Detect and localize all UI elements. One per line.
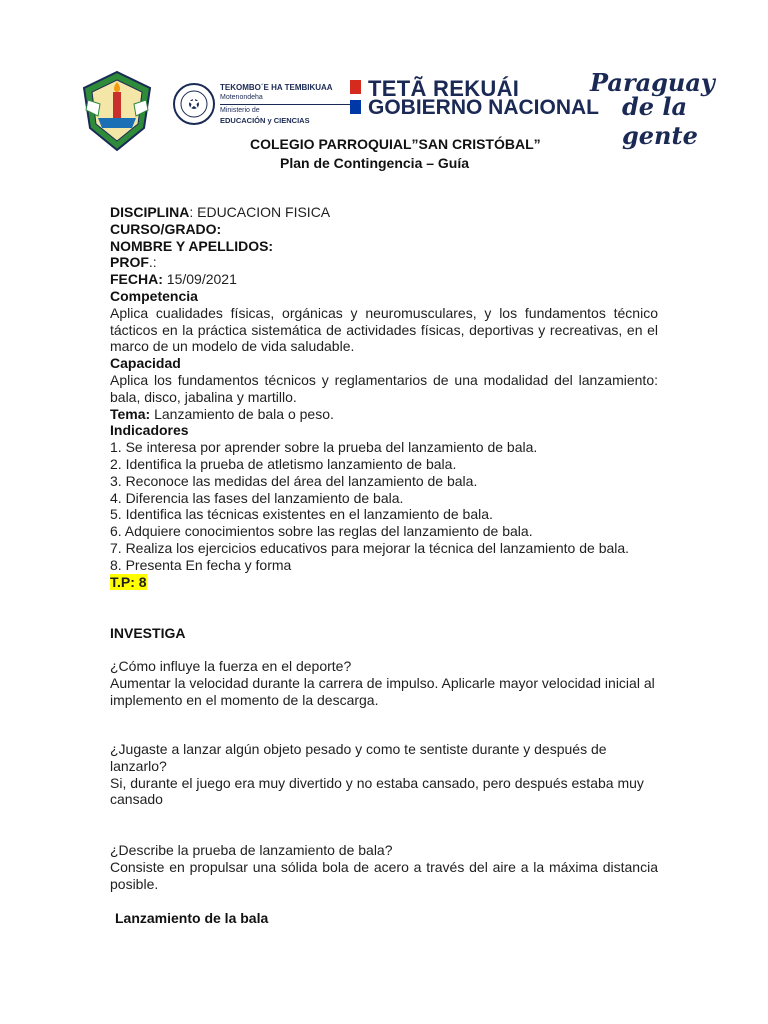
competencia-heading: Competencia: [110, 287, 198, 304]
tema-value: Lanzamiento de bala o peso.: [150, 405, 334, 422]
gov-logo-line2: GOBIERNO NACIONAL: [368, 96, 599, 119]
indicador-item: 2. Identifica la prueba de atletismo lanzamiento de bala.: [110, 455, 457, 472]
question-1: ¿Cómo influye la fuerza en el deporte?: [110, 658, 352, 674]
answer-1: Aumentar la velocidad durante la carrera de impulso. Aplicarle mayor velocidad inicial al implemento en el momento de la descarga.: [110, 674, 655, 708]
disciplina-value: : EDUCACION FISICA: [189, 204, 331, 220]
investiga-heading: INVESTIGA: [110, 625, 186, 641]
document-subtitle: Plan de Contingencia – Guía: [280, 155, 470, 171]
fecha-value: 15/09/2021: [162, 271, 237, 288]
q2-block: [110, 741, 658, 808]
indicador-item: 8. Presenta En fecha y forma: [110, 556, 292, 573]
tp-highlight: T.P: 8: [110, 573, 147, 590]
indicador-item: 5. Identifica las técnicas existentes en el lanzamiento de bala.: [110, 506, 493, 523]
final-heading: Lanzamiento de la bala: [115, 910, 269, 926]
mec-line1: TEKOMBO´E HA TEMBIKUAA: [220, 83, 333, 92]
school-crest-logo: [78, 70, 156, 152]
field-prof: [110, 254, 658, 271]
indicador-item: 1. Se interesa por aprender sobre la prueba del lanzamiento de bala.: [110, 439, 538, 456]
mec-line3: EDUCACIÓN y CIENCIAS: [220, 116, 310, 125]
mec-seal-logo: [172, 82, 216, 126]
tema-line: [110, 406, 658, 423]
document-title: COLEGIO PARROQUIAL”SAN CRISTÓBAL”: [250, 136, 541, 152]
indicador-item: 7. Realiza los ejercicios educativos para mejorar la técnica del lanzamiento de bala.: [110, 539, 630, 556]
question-3: ¿Describe la prueba de lanzamiento de bala?: [110, 842, 393, 858]
flag-blue-block: [350, 100, 361, 114]
flag-red-block: [350, 80, 361, 94]
slogan-line2: de la gente: [622, 92, 698, 150]
q1-block: [110, 658, 658, 708]
field-nombre: NOMBRE Y APELLIDOS:: [110, 237, 274, 254]
mec-line1b: Motenondeha: [220, 94, 263, 101]
mec-line2: Ministerio de: [220, 104, 350, 116]
field-curso: CURSO/GRADO:: [110, 220, 222, 237]
indicador-item: 6. Adquiere conocimientos sobre las reglas del lanzamiento de bala.: [110, 523, 533, 540]
capacidad-text: Aplica los fundamentos técnicos y reglamentarios de una modalidad del lanzamiento: bala, disco, jabalina y martillo.: [110, 371, 658, 405]
competencia-text: Aplica cualidades físicas, orgánicas y neuromusculares, y los fundamentos técnico tácticos en la práctica sistemática de actividades físicas, deportivas y recreativas, en el marco de un modelo de vida saludable.: [110, 304, 658, 355]
q3-block: [110, 842, 658, 892]
question-2: ¿Jugaste a lanzar algún objeto pesado y como te sentiste durante y después de lanzarlo?: [110, 741, 607, 774]
indicador-item: 3. Reconoce las medidas del área del lanzamiento de bala.: [110, 472, 478, 489]
prof-label: PROF: [110, 254, 149, 271]
slogan-line1: Paraguay: [590, 68, 715, 97]
fields-block: [110, 204, 658, 590]
fecha-label: FECHA:: [110, 271, 163, 288]
indicadores-heading: Indicadores: [110, 422, 189, 439]
disciplina-label: DISCIPLINA: [110, 204, 190, 220]
gov-logo-line1: TETÃ REKUÁI: [368, 76, 520, 101]
answer-3: Consiste en propulsar una sólida bola de acero a través del aire a la máxima distancia posible.: [110, 858, 658, 892]
capacidad-heading: Capacidad: [110, 355, 181, 372]
field-disciplina: [110, 204, 658, 221]
prof-value: .:: [148, 254, 157, 271]
answer-2: Si, durante el juego era muy divertido y no estaba cansado, pero después estaba muy cansado: [110, 774, 644, 808]
tema-label: Tema:: [110, 405, 151, 422]
field-fecha: [110, 271, 658, 288]
indicador-item: 4. Diferencia las fases del lanzamiento de bala.: [110, 489, 404, 506]
mec-logo-text: [220, 83, 350, 126]
